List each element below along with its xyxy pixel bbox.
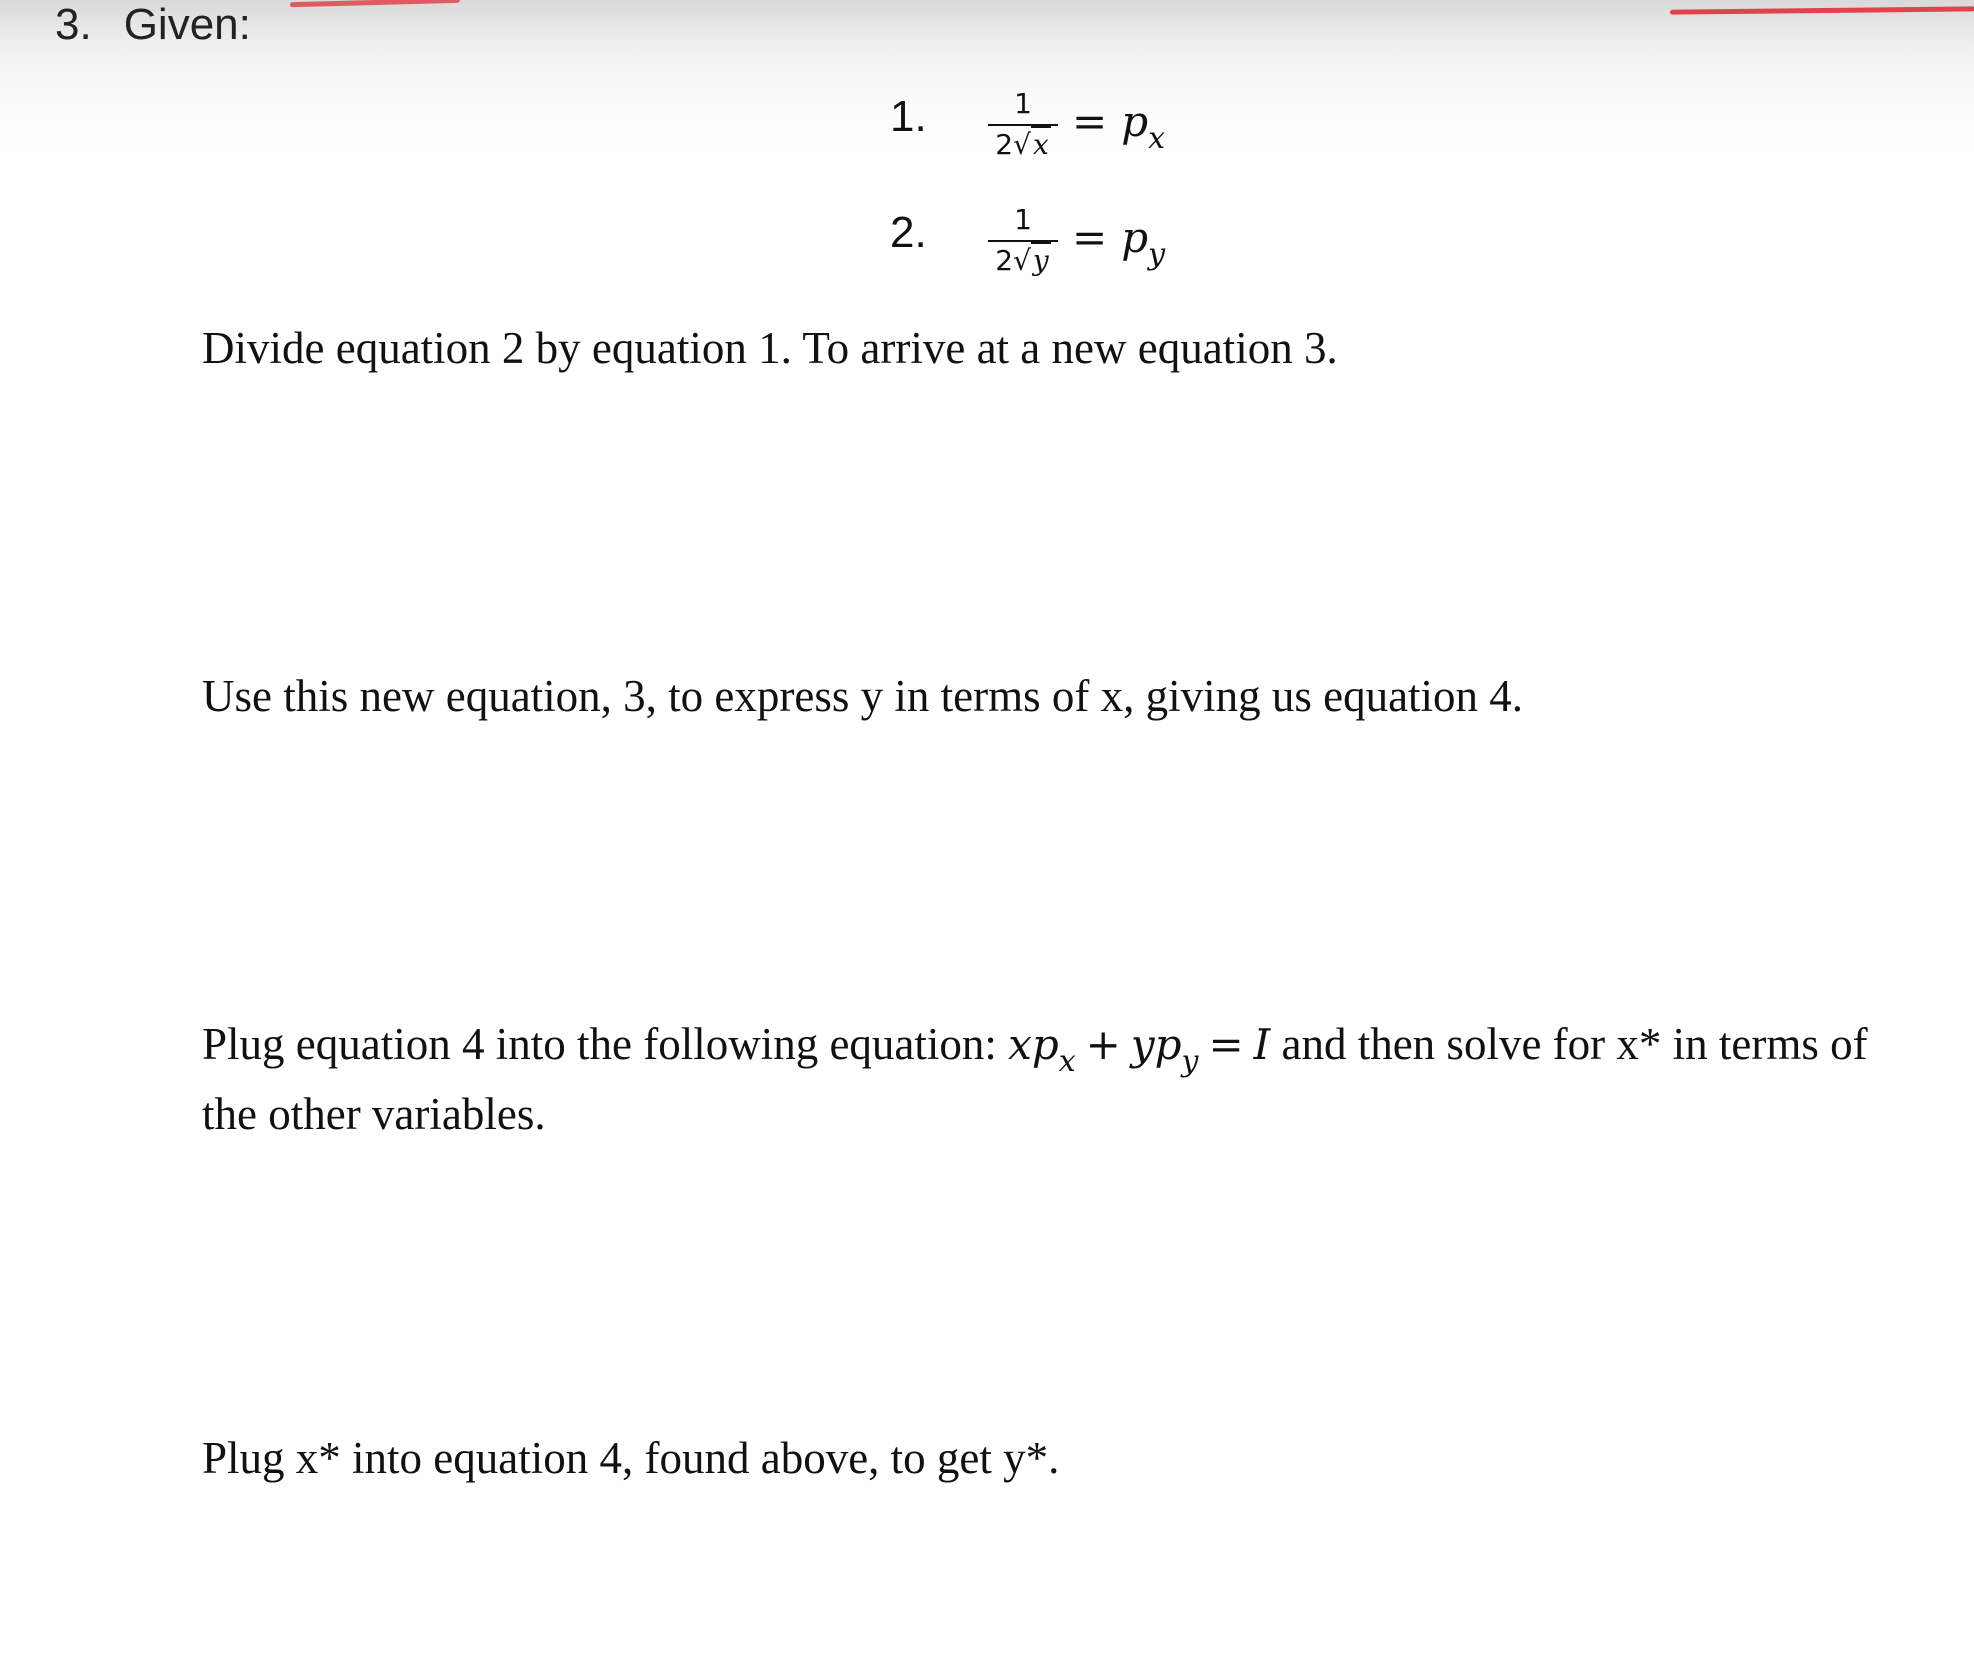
fraction-numerator: 1 — [1014, 87, 1032, 120]
math-income: I — [1253, 1020, 1271, 1069]
instruction-express-y: Use this new equation, 3, to express y in terms of x, giving us equation 4. — [202, 671, 1524, 721]
problem-label: Given: — [123, 0, 251, 49]
instruction-divide: Divide equation 2 by equation 1. To arrive at a new equation 3. — [202, 323, 1338, 373]
radical-sign: √ — [1013, 128, 1031, 161]
instruction-text-after: and then solve for x* in terms of the other variables. — [202, 1019, 1868, 1139]
price-symbol: p — [1121, 96, 1149, 146]
fraction-denominator — [995, 242, 1051, 278]
problem-heading — [55, 0, 251, 50]
math-subscript: x — [1058, 1044, 1076, 1079]
fraction-numerator: 1 — [1014, 203, 1032, 236]
math-subscript: y — [1181, 1044, 1199, 1079]
radicand: x — [1032, 128, 1049, 161]
fraction — [988, 88, 1058, 162]
denominator-coefficient: 2 — [995, 128, 1014, 161]
instruction-plug-x-star: Plug x* into equation 4, found above, to get y*. — [202, 1433, 1060, 1483]
fraction-denominator — [995, 126, 1050, 162]
math-p: p — [1031, 1020, 1059, 1069]
equation-2 — [890, 186, 1165, 296]
instruction-budget-constraint — [202, 1012, 1922, 1146]
equation-label: 2. — [890, 208, 927, 257]
fraction — [988, 204, 1058, 278]
equation-rhs — [1072, 212, 1166, 272]
math-plus: + — [1085, 1020, 1121, 1069]
price-subscript: x — [1148, 120, 1166, 156]
instruction-text-before: Plug equation 4 into the following equation: — [202, 1019, 1009, 1069]
denominator-coefficient: 2 — [995, 244, 1014, 277]
price-subscript: y — [1148, 236, 1166, 272]
math-x: x — [1008, 1020, 1032, 1069]
radicand: y — [1032, 244, 1049, 277]
math-p: p — [1154, 1020, 1182, 1069]
price-symbol: p — [1121, 212, 1149, 262]
equals-sign: = — [1072, 96, 1108, 146]
math-y: y — [1130, 1020, 1155, 1069]
equation-label: 1. — [890, 92, 927, 141]
equation-1 — [890, 70, 1165, 180]
problem-number: 3. — [55, 0, 92, 49]
budget-equation — [1008, 1020, 1271, 1079]
equals-sign: = — [1072, 212, 1108, 262]
equation-rhs — [1072, 96, 1166, 156]
radical-sign: √ — [1013, 244, 1031, 277]
math-equals: = — [1208, 1020, 1244, 1069]
